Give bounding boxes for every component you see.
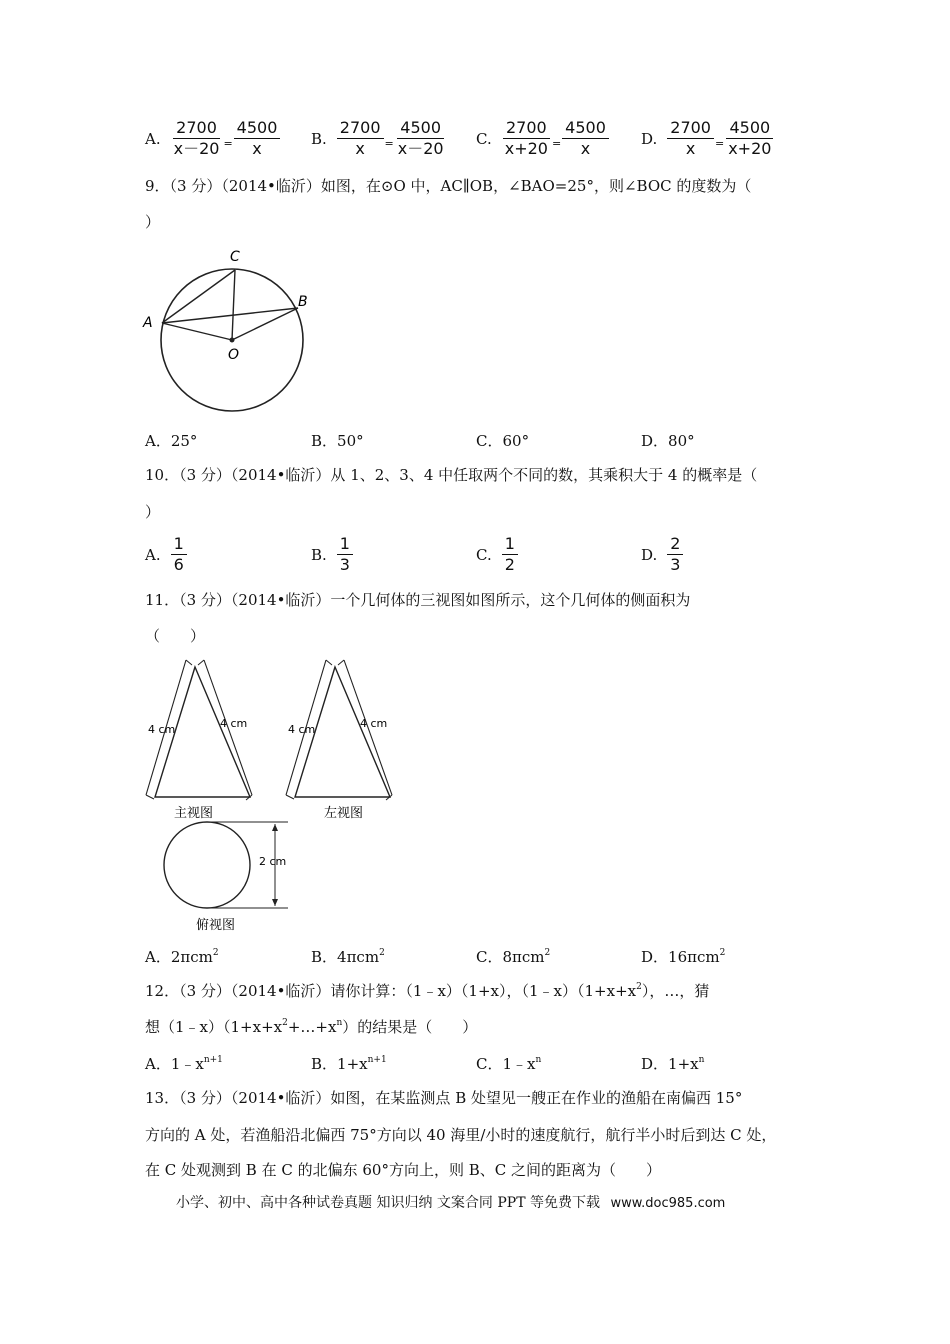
point-o [230,338,235,343]
q11-stem-line2: （ ） [145,627,206,645]
q11-option-d: D．16πcm$^2$ [641,948,726,966]
fraction: $\frac{2700}{x-20}$ [173,118,220,158]
q10-option-d: D. $\frac{2}{3}$ [641,534,683,575]
q10-option-a: A. $\frac{1}{6}$ [145,534,187,575]
label-o: O [228,347,240,363]
q13-stem-line1: 13．（3 分）（2014•临沂）如图，在某监测点 B 处望见一艘正在作业的渔船在南偏西 15° [145,1089,743,1107]
q10-options [0,534,950,582]
q12-option-c: C．$1﹣x^n$ [476,1055,542,1073]
q8-option-a: A. $\frac{2700}{x-20}$ = $\frac{4500}{x}$ [145,118,280,159]
fraction: $\frac{1}{6}$ [171,534,187,575]
fraction: $\frac{2700}{x}$ [667,118,714,159]
footer-url: www.doc985.com [610,1196,726,1211]
fraction: $\frac{4500}{x-20}$ [397,118,444,158]
q10-option-b: B. $\frac{1}{3}$ [311,534,353,575]
q9-option-a: A．25° [145,432,198,450]
q12-stem-line2: 想$(1﹣x)(1+x+x^2+\dots+x^n)$的结果是（ ） [145,1018,478,1036]
front-dim-right: 4 cm [220,717,248,730]
left-dim-right: 4 cm [360,717,388,730]
top-view-label: 俯视图 [196,918,236,933]
q8-option-c: C. $\frac{2700}{x+20}$ = $\frac{4500}{x}$ [476,118,609,159]
q12-option-b: B．$1+x^{n+1}$ [311,1055,387,1073]
front-dim-left: 4 cm [148,723,176,736]
fraction: $\frac{1}{2}$ [502,534,518,575]
fraction: $\frac{4500}{x}$ [234,118,281,159]
label-b: B [298,294,308,310]
page-footer [176,1192,725,1212]
q9-stem-line2: ） [145,213,161,231]
label-c: C [230,249,240,265]
q10-option-c: C. $\frac{1}{2}$ [476,534,518,575]
q11-option-a: A．2πcm$^2$ [145,948,219,966]
q10-stem-line1: 10．（3 分）（2014•临沂）从 1、2、3、4 中任取两个不同的数，其乘积大于 4 的概率是（ [145,466,758,484]
q11-option-b: B．4πcm$^2$ [311,948,385,966]
fraction: $\frac{2700}{x}$ [337,118,384,159]
fraction: $\frac{4500}{x+20}$ [728,118,772,158]
q11-stem-line1: 11．（3 分）（2014•临沂）一个几何体的三视图如图所示，这个几何体的侧面积为 [145,591,691,609]
fraction: $\frac{2700}{x+20}$ [504,118,548,158]
fraction: $\frac{2}{3}$ [667,534,683,575]
front-view [146,660,252,821]
top-dim-diameter: 2 cm [259,855,287,868]
q8-options [0,118,950,166]
segment-ob [232,308,298,340]
q9-option-d: D．80° [641,432,695,450]
segment-ao [162,323,232,340]
q13-stem-line3: 在 C 处观测到 B 在 C 的北偏东 60°方向上，则 B、C 之间的距离为（ ） [145,1161,661,1179]
q11-three-view-diagram [140,655,420,935]
fraction: $\frac{4500}{x}$ [562,118,609,159]
top-view [164,822,288,933]
front-view-label: 主视图 [174,806,214,821]
segment-ab [162,308,298,323]
left-dim-left: 4 cm [288,723,316,736]
segment-co [232,270,235,340]
q9-option-b: B．50° [311,432,364,450]
q8-option-b: B. $\frac{2700}{x}$ = $\frac{4500}{x-20}$ [311,118,447,159]
left-view-label: 左视图 [324,806,364,821]
q9-stem-line1: 9．（3 分）（2014•临沂）如图，在⊙O 中，AC∥OB，∠BAO=25°，则∠BOC 的度数为（ [145,177,752,195]
q12-option-a: A．$1﹣x^{n+1}$ [145,1055,223,1073]
label-a: A [143,315,153,331]
fraction: $\frac{1}{3}$ [337,534,353,575]
q9-option-c: C．60° [476,432,530,450]
q12-stem-line1: 12．（3 分）（2014•临沂）请你计算：（1﹣x）（1+x），$(1﹣x)(1+x+x^2)$，…，猜 [145,982,710,1000]
q12-option-d: D．$1+x^n$ [641,1055,705,1073]
q9-circle-diagram [140,243,320,418]
left-view [286,660,392,821]
q11-option-c: C．8πcm$^2$ [476,948,551,966]
q8-option-d: D. $\frac{2700}{x}$ = $\frac{4500}{x+20}$ [641,118,774,159]
q13-stem-line2: 方向的 A 处，若渔船沿北偏西 75°方向以 40 海里/小时的速度航行，航行半小时后到达 C 处， [145,1126,777,1144]
q10-stem-line2: ） [145,503,161,521]
footer-text: 小学、初中、高中各种试卷真题 知识归纳 文案合同 PPT 等免费下载 [176,1195,600,1211]
